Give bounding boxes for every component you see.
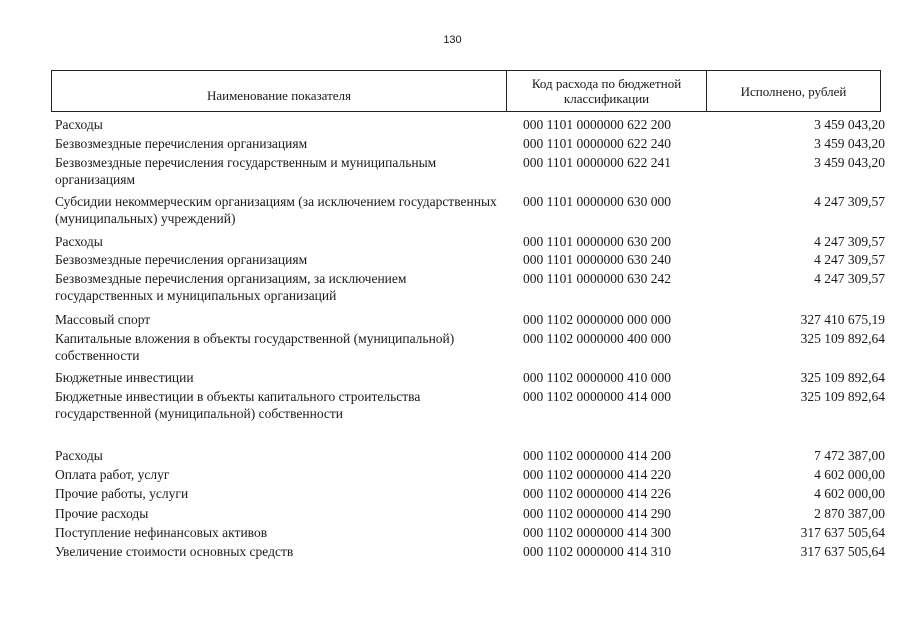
row-name: Бюджетные инвестиции bbox=[55, 370, 194, 385]
row-code: 000 1102 0000000 414 000 bbox=[523, 389, 671, 404]
row-name: Массовый спорт bbox=[55, 312, 151, 327]
column-header-code: Код расхода по бюджетной классификации bbox=[507, 71, 707, 111]
column-header-amount: Исполнено, рублей bbox=[740, 83, 847, 99]
row-name: Безвозмездные перечисления государственным и муниципальным организациям bbox=[55, 155, 437, 187]
row-amount: 327 410 675,19 bbox=[800, 312, 885, 327]
row-amount: 3 459 043,20 bbox=[814, 136, 885, 151]
row-amount: 3 459 043,20 bbox=[814, 155, 885, 170]
row-amount: 3 459 043,20 bbox=[814, 117, 885, 132]
row-amount: 317 637 505,64 bbox=[800, 544, 885, 559]
row-code: 000 1102 0000000 414 226 bbox=[523, 486, 671, 501]
row-name: Расходы bbox=[55, 448, 103, 463]
row-code: 000 1101 0000000 630 000 bbox=[523, 194, 671, 209]
row-name: Увеличение стоимости основных средств bbox=[55, 544, 294, 559]
row-amount: 4 602 000,00 bbox=[814, 486, 885, 501]
row-amount: 4 247 309,57 bbox=[814, 194, 885, 209]
row-amount: 4 602 000,00 bbox=[814, 467, 885, 482]
row-code: 000 1101 0000000 622 240 bbox=[523, 136, 671, 151]
row-code: 000 1102 0000000 414 290 bbox=[523, 506, 671, 521]
row-name: Оплата работ, услуг bbox=[55, 467, 170, 482]
row-name: Капитальные вложения в объекты государственной (муниципальной) собственности bbox=[55, 331, 455, 363]
row-amount: 4 247 309,57 bbox=[814, 234, 885, 249]
row-name: Поступление нефинансовых активов bbox=[55, 525, 268, 540]
row-code: 000 1101 0000000 630 240 bbox=[523, 252, 671, 267]
row-amount: 2 870 387,00 bbox=[814, 506, 885, 521]
row-name: Бюджетные инвестиции в объекты капитального строительства государственной (муниципальной) собственности bbox=[55, 389, 421, 421]
row-code: 000 1102 0000000 000 000 bbox=[523, 312, 671, 327]
row-name: Безвозмездные перечисления организациям bbox=[55, 136, 308, 151]
page-number: 130 bbox=[443, 34, 462, 46]
row-name: Безвозмездные перечисления организациям, за исключением государственных и муниципальных организаций bbox=[55, 271, 407, 303]
row-name: Субсидии некоммерческим организациям (за исключением государственных (муниципальных) учреждений) bbox=[55, 194, 497, 226]
row-code: 000 1102 0000000 414 310 bbox=[523, 544, 671, 559]
row-code: 000 1102 0000000 410 000 bbox=[523, 370, 671, 385]
row-code: 000 1102 0000000 414 220 bbox=[523, 467, 671, 482]
row-name: Прочие работы, услуги bbox=[55, 486, 189, 501]
row-name: Расходы bbox=[55, 234, 103, 249]
row-amount: 325 109 892,64 bbox=[800, 331, 885, 346]
row-code: 000 1102 0000000 414 200 bbox=[523, 448, 671, 463]
row-name: Расходы bbox=[55, 117, 103, 132]
row-amount: 7 472 387,00 bbox=[814, 448, 885, 463]
row-code: 000 1101 0000000 622 200 bbox=[523, 117, 671, 132]
row-code: 000 1102 0000000 414 300 bbox=[523, 525, 671, 540]
row-amount: 4 247 309,57 bbox=[814, 252, 885, 267]
row-name: Безвозмездные перечисления организациям bbox=[55, 252, 308, 267]
row-name: Прочие расходы bbox=[55, 506, 149, 521]
row-amount: 325 109 892,64 bbox=[800, 370, 885, 385]
column-header-name: Наименование показателя bbox=[52, 71, 507, 111]
row-amount: 325 109 892,64 bbox=[800, 389, 885, 404]
row-code: 000 1101 0000000 622 241 bbox=[523, 155, 671, 170]
table-header bbox=[51, 70, 881, 112]
row-code: 000 1101 0000000 630 200 bbox=[523, 234, 671, 249]
row-code: 000 1102 0000000 400 000 bbox=[523, 331, 671, 346]
row-amount: 317 637 505,64 bbox=[800, 525, 885, 540]
row-amount: 4 247 309,57 bbox=[814, 271, 885, 286]
row-code: 000 1101 0000000 630 242 bbox=[523, 271, 671, 286]
